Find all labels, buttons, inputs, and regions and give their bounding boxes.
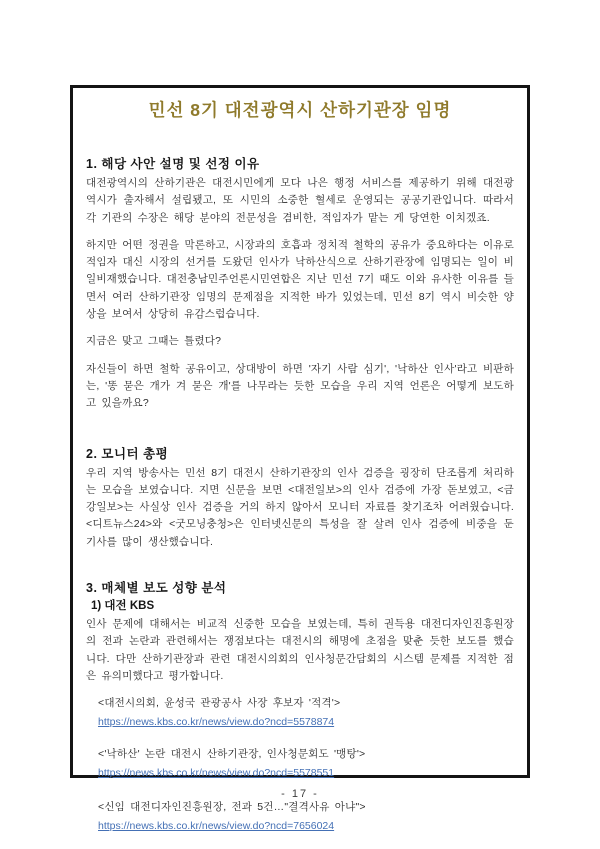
section-3-heading: 3. 매체별 보도 성향 분석 (86, 581, 227, 596)
news-link-item (86, 799, 514, 835)
news-link-title: <대전시의회, 윤성국 관광공사 사장 후보자 '적격'> (98, 697, 341, 710)
news-link-title: <'낙하산' 논란 대전시 산하기관장, 인사청문회도 '맹탕'> (98, 748, 366, 761)
section-monitor-summary (86, 447, 514, 551)
news-link-item (86, 746, 514, 782)
news-link-title: <신임 대전디자인진흥원장, 전과 5건…"결격사유 아냐"> (98, 801, 366, 814)
section-1-paragraph-3: 지금은 맞고 그때는 틀렸다? (86, 335, 222, 348)
section-1-heading: 1. 해당 사안 설명 및 선정 이유 (86, 157, 260, 171)
page-number: - 17 - (281, 788, 319, 800)
section-2-heading: 2. 모니터 총평 (86, 446, 169, 461)
section-1-paragraph-4: 자신들이 하면 철학 공유이고, 상대방이 하면 '자기 사람 심기', '낙하산 인사'라고 비판하는, '똥 묻은 개가 겨 묻은 개'를 나무라는 듯한 모습을 우리 지역 언론은 어떻게 보도하고 있을까요? (86, 362, 514, 410)
section-2-paragraph-1: 우리 지역 방송사는 민선 8기 대전시 산하기관장의 인사 검증을 굉장히 단조롭게 처리하는 모습을 보였습니다. 지면 신문을 보면 <대전일보>의 인사 검증에 가장 돋보였고, <금강일보>는 사실상 인사 검증을 거의 하지 않아서 모니터 자료를 찾기조차 어려웠습니다. <디트뉴스24>와 <굿모닝충청>은 인터넷신문의 특성을 잘 살려 인사 검증에 비중을 둔 기사를 많이 생산했습니다. (86, 466, 514, 548)
news-link-item (86, 695, 514, 731)
subsection-daejeon-kbs-heading: 1) 대전 KBS (91, 600, 155, 613)
section-3-paragraph-1: 인사 문제에 대해서는 비교적 신중한 모습을 보였는데, 특히 권득용 대전디자인진흥원장의 전과 논란과 관련해서는 쟁점보다는 대전시의 해명에 초점을 맞춘 듯한 보도를 했습니다. 다만 산하기관장과 관련 대전시의회의 인사청문간담회의 시스템 문제를 지적한 점은 유의미했다고 평가합니다. (86, 618, 514, 682)
section-1-paragraph-1: 대전광역시의 산하기관은 대전시민에게 모다 나은 행정 서비스를 제공하기 위해 대전광역시가 출자해서 설립됐고, 또 시민의 소중한 혈세로 운영되는 공공기관입니다. 따라서 각 기관의 수장은 해당 분야의 전문성을 겸비한, 적임자가 맡는 게 당연한 이치겠죠. (86, 177, 514, 224)
news-link-url[interactable]: https://news.kbs.co.kr/news/view.do?ncd=7656024 (98, 820, 335, 833)
section-1-paragraph-2: 하지만 어떤 정권을 막론하고, 시장과의 호흡과 정치적 철학의 공유가 중요하다는 이유로 적임자 대신 시장의 선거를 도왔던 인사가 낙하산식으로 산하기관장에 임명되는 일이 비일비재했습니다. 대전충남민주언론시민연합은 지난 민선 7기 때도 이와 유사한 이유를 들면서 여러 산하기관장 임명의 문제점을 지적한 바가 있었는데, 민선 8기 역시 비슷한 양상을 보여서 상당히 유감스럽습니다. (86, 238, 514, 321)
news-link-url[interactable]: https://news.kbs.co.kr/news/view.do?ncd=5578874 (98, 716, 335, 729)
document-title: 민선 8기 대전광역시 산하기관장 임명 (148, 100, 452, 120)
news-link-url[interactable]: https://news.kbs.co.kr/news/view.do?ncd=5578551 (98, 767, 335, 780)
section-reason (86, 157, 514, 413)
